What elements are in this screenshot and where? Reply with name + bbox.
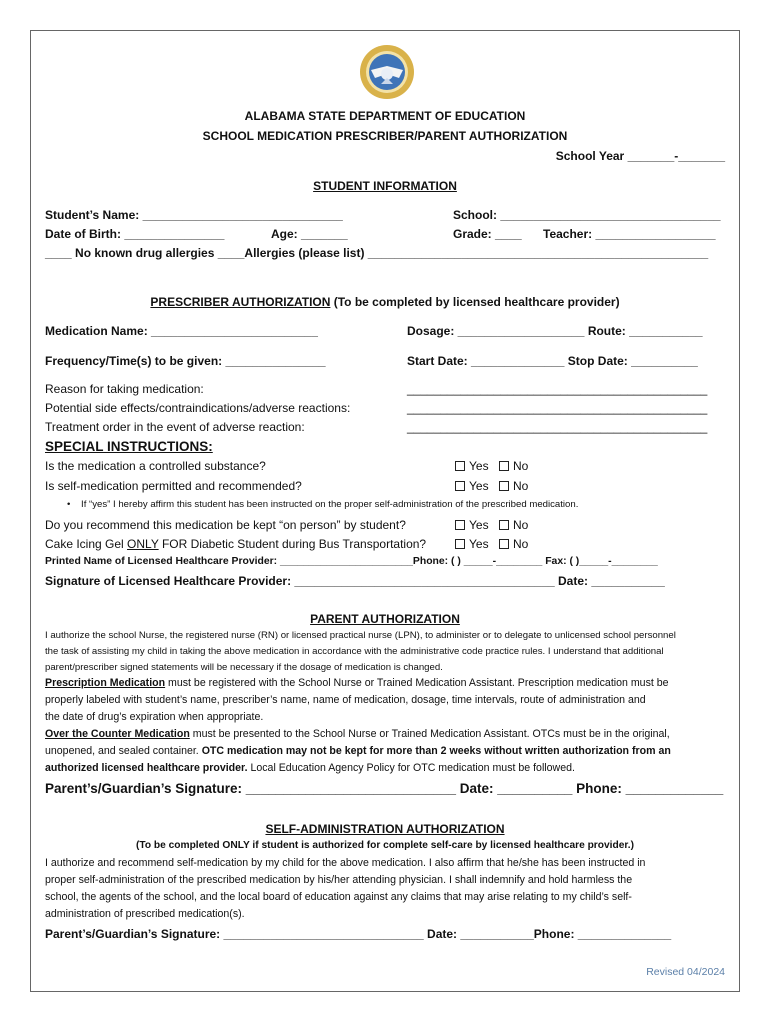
on-person-no[interactable] — [499, 518, 528, 532]
self-admin-l4: administration of prescribed medication(s). — [45, 908, 245, 920]
checkbox-icon[interactable] — [455, 539, 465, 549]
special-instructions-heading: SPECIAL INSTRUCTIONS: — [45, 439, 213, 454]
cake-no[interactable] — [499, 537, 528, 551]
checkbox-icon[interactable] — [455, 520, 465, 530]
on-person-yes[interactable] — [455, 518, 489, 532]
checkbox-icon[interactable] — [455, 461, 465, 471]
checkbox-icon[interactable] — [499, 461, 509, 471]
header-dept: ALABAMA STATE DEPARTMENT OF EDUCATION — [244, 109, 526, 123]
no-label: No — [513, 537, 529, 551]
otc-line-3 — [45, 762, 575, 775]
parent-signature-field[interactable]: Parent’s/Guardian’s Signature: ____________________________ Date: __________ Phone: _____________ — [45, 781, 724, 796]
side-effects-line[interactable]: _____________________________________________ — [407, 401, 708, 415]
alabama-seal-logo — [359, 44, 415, 100]
parent-auth-p1-l2: the task of assisting my child in taking the above medication in accordance with the administrative code practice rules. I understand that additional — [45, 646, 664, 657]
treatment-label: Treatment order in the event of adverse reaction: — [45, 420, 305, 434]
yes-label: Yes — [469, 479, 489, 493]
otc-text-2b: OTC medication may not be kept for more than 2 weeks without written authorization from an — [201, 745, 671, 757]
dob-field[interactable]: Date of Birth: _______________ — [45, 227, 225, 241]
prescriber-heading — [31, 295, 739, 309]
parent-auth-heading: PARENT AUTHORIZATION — [310, 612, 460, 626]
cake-yes[interactable] — [455, 537, 489, 551]
parent-auth-p1-l1: I authorize the school Nurse, the registered nurse (RN) or licensed practical nurse (LPN), to administer or to delegate to unlicensed school personnel — [45, 630, 676, 641]
self-admin-signature-field[interactable]: Parent’s/Guardian’s Signature: ______________________________ Date: ___________Phone: ______________ — [45, 927, 672, 941]
no-label: No — [513, 479, 529, 493]
otc-line-2 — [45, 745, 671, 758]
checkbox-icon[interactable] — [499, 520, 509, 530]
age-field[interactable]: Age: _______ — [271, 227, 348, 241]
student-name-field[interactable]: Student’s Name: ______________________________ — [45, 208, 343, 222]
parent-auth-p1-l3: parent/prescriber signed statements will be necessary if the dosage of medication is changed. — [45, 662, 443, 673]
otc-text-3b: Local Education Agency Policy for OTC medication must be followed. — [247, 762, 575, 774]
rx-line-2: properly labeled with student’s name, prescriber’s name, name of medication, dosage, time intervals, route of administration and — [45, 694, 646, 706]
school-field[interactable]: School: _________________________________ — [453, 208, 721, 222]
on-person-question: Do you recommend this medication be kept “on person” by student? — [45, 518, 406, 532]
prescriber-heading-title: PRESCRIBER AUTHORIZATION — [150, 295, 331, 309]
reason-line[interactable]: _____________________________________________ — [407, 382, 708, 396]
rx-text-1: must be registered with the School Nurse or Trained Medication Assistant. Prescription medication must be — [165, 677, 669, 689]
rx-line-3: the date of drug’s expiration when appropriate. — [45, 711, 264, 723]
self-admin-subheading: (To be completed ONLY if student is authorized for complete self-care by licensed healthcare provider.) — [136, 840, 634, 851]
otc-line-1 — [45, 728, 670, 741]
controlled-substance-question: Is the medication a controlled substance? — [45, 459, 266, 473]
cake-icing-question — [45, 537, 426, 551]
self-admin-heading: SELF-ADMINISTRATION AUTHORIZATION — [265, 822, 505, 836]
yes-label: Yes — [469, 537, 489, 551]
checkbox-icon[interactable] — [499, 539, 509, 549]
reason-label: Reason for taking medication: — [45, 382, 204, 396]
otc-text-3a: authorized licensed healthcare provider. — [45, 762, 248, 774]
student-info-heading: STUDENT INFORMATION — [313, 179, 457, 193]
cake-post: FOR Diabetic Student during Bus Transportation? — [158, 537, 427, 551]
rx-line-1 — [45, 677, 669, 690]
cake-only: ONLY — [127, 537, 159, 551]
self-admin-l1: I authorize and recommend self-medication by my child for the above medication. I also affirm that he/she has been instructed in — [45, 857, 646, 869]
self-med-no[interactable] — [499, 479, 528, 493]
medication-name-field[interactable]: Medication Name: _________________________ — [45, 324, 318, 338]
otc-text-2a: unopened, and sealed container. — [45, 745, 202, 757]
yes-label: Yes — [469, 459, 489, 473]
no-label: No — [513, 459, 529, 473]
dosage-route-field[interactable]: Dosage: ___________________ Route: ___________ — [407, 324, 703, 338]
self-medication-question: Is self-medication permitted and recommended? — [45, 479, 302, 493]
controlled-yes[interactable] — [455, 459, 489, 473]
no-label: No — [513, 518, 529, 532]
school-year-field[interactable]: School Year _______-_______ — [555, 149, 725, 163]
start-stop-date-field[interactable]: Start Date: ______________ Stop Date: __________ — [407, 354, 698, 368]
self-med-yes[interactable] — [455, 479, 489, 493]
self-admin-bullet — [67, 499, 578, 511]
checkbox-icon[interactable] — [499, 481, 509, 491]
allergies-field[interactable]: ____ No known drug allergies ____Allergies (please list) ___________________________________________________ — [45, 246, 709, 260]
provider-printed-name-field[interactable]: Printed Name of Licensed Healthcare Provider: _______________________Phone: ( ) _____-________ Fax: ( )_____-________ — [45, 556, 658, 567]
form-title: SCHOOL MEDICATION PRESCRIBER/PARENT AUTHORIZATION — [202, 129, 568, 143]
side-effects-label: Potential side effects/contraindications/adverse reactions: — [45, 401, 351, 415]
yes-label: Yes — [469, 518, 489, 532]
self-admin-l2: proper self-administration of the prescribed medication by his/her attending physician. I shall indemnify and hold harmless the — [45, 874, 633, 886]
treatment-line[interactable]: _____________________________________________ — [407, 420, 708, 434]
grade-field[interactable]: Grade: ____ — [453, 227, 522, 241]
form-page — [30, 30, 740, 992]
otc-label: Over the Counter Medication — [45, 728, 190, 740]
prescriber-heading-note: (To be completed by licensed healthcare provider) — [330, 295, 620, 309]
rx-label: Prescription Medication — [45, 677, 166, 689]
revised-date: Revised 04/2024 — [646, 966, 725, 978]
self-admin-l3: school, the agents of the school, and the local board of education against any claims that may arise relating to my child’s self- — [45, 891, 632, 903]
frequency-field[interactable]: Frequency/Time(s) to be given: _______________ — [45, 354, 326, 368]
cake-pre: Cake Icing Gel — [45, 537, 128, 551]
controlled-no[interactable] — [499, 459, 528, 473]
otc-text-1: must be presented to the School Nurse or Trained Medication Assistant. OTCs must be in the original, — [189, 728, 670, 740]
self-admin-bullet-text: If “yes” I hereby affirm this student has been instructed on the proper self-administration of the prescribed medication. — [81, 499, 579, 510]
bullet-icon: • — [67, 499, 82, 510]
checkbox-icon[interactable] — [455, 481, 465, 491]
provider-signature-field[interactable]: Signature of Licensed Healthcare Provider: _______________________________________ Date: ___________ — [45, 574, 665, 588]
teacher-field[interactable]: Teacher: __________________ — [543, 227, 716, 241]
